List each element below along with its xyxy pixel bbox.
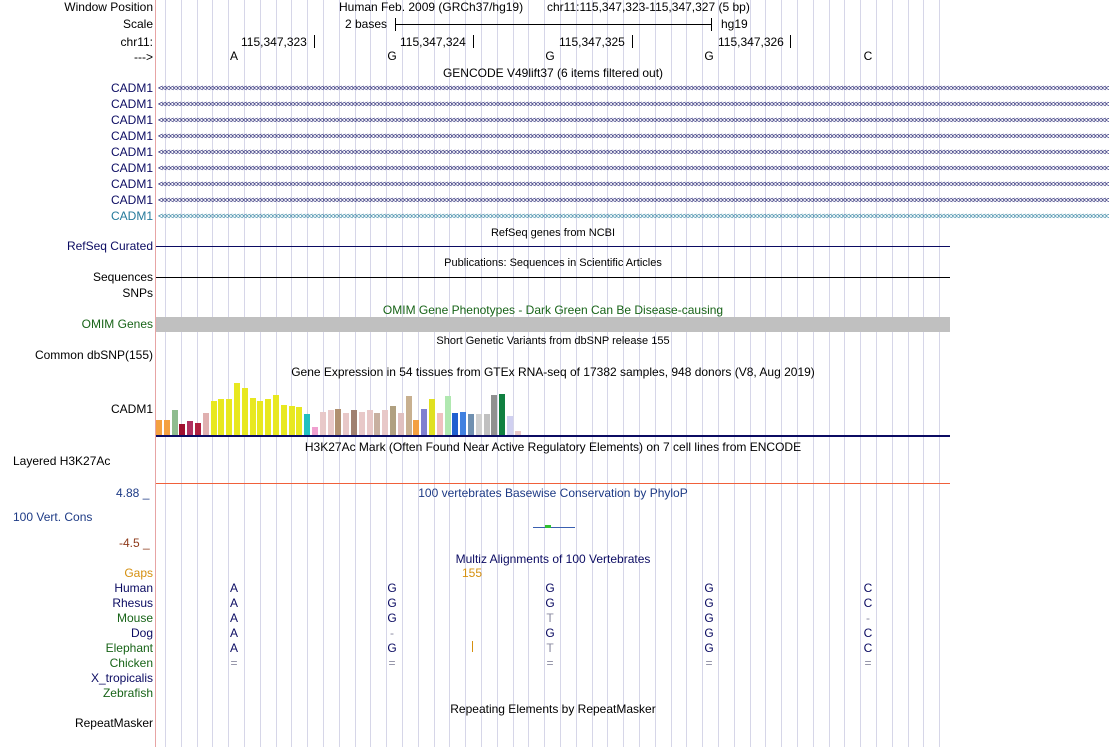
gtex-tissue-bar[interactable] — [343, 413, 349, 435]
gtex-tissue-bar[interactable] — [195, 423, 201, 435]
multiz-base: = — [388, 656, 396, 670]
gencode-gene-label[interactable]: CADM1 — [110, 161, 153, 175]
gtex-tissue-bar[interactable] — [218, 399, 224, 435]
gencode-transcript[interactable]: <<<<<<<<<<<<<<<<<<<<<<<<<<<<<<<<<<<<<<<<<<<<<<<<<<<<<<<<<<<<<<<<<<<<<<<<<<<<<<<<<<<<<<<<<<<<<<<<<<<<<<<<<<<<<<<<<<<<<<<<<<<<<<<<<<<<<<<<<<<<<<<<<<<<<<<<<<<<<<<<<<<<<<<<<<<<<<<<<<<<<<<<<<<<<<<<<<<<<<<<<<<<<<<<<<<<<<<<<<<<<<<<<<<<<<<<<<<<<<<<<<<<<<<<<<<<<<<<<<<< — [158, 163, 1109, 173]
dbsnp-title: Short Genetic Variants from dbSNP release 155 — [436, 335, 670, 347]
gtex-tissue-bar[interactable] — [398, 413, 404, 435]
multiz-species-label[interactable]: Dog — [130, 626, 153, 640]
multiz-base: C — [863, 596, 873, 610]
multiz-base: G — [387, 596, 397, 610]
gtex-label[interactable]: CADM1 — [110, 402, 153, 416]
multiz-species-label[interactable]: Rhesus — [112, 596, 153, 610]
gtex-tissue-bar[interactable] — [156, 420, 162, 435]
multiz-base: G — [704, 581, 714, 595]
multiz-base: G — [387, 641, 397, 655]
gtex-tissue-bar[interactable] — [164, 420, 170, 435]
coord-4: 115,347,326 — [718, 35, 784, 49]
gtex-tissue-bar[interactable] — [187, 421, 193, 435]
reference-base: A — [229, 49, 238, 63]
gtex-tissue-bar[interactable] — [468, 414, 474, 435]
gencode-gene-label[interactable]: CADM1 — [110, 81, 153, 95]
multiz-base: G — [545, 626, 555, 640]
gtex-tissue-bar[interactable] — [203, 413, 209, 435]
multiz-base: C — [863, 641, 873, 655]
cons-signal[interactable] — [533, 525, 575, 528]
gencode-title: GENCODE V49lift37 (6 items filtered out) — [442, 66, 664, 80]
gtex-bar-chart[interactable] — [156, 380, 536, 435]
coord-tick — [314, 35, 315, 48]
multiz-base: A — [229, 626, 238, 640]
gtex-baseline — [156, 435, 950, 437]
gencode-transcript[interactable]: <<<<<<<<<<<<<<<<<<<<<<<<<<<<<<<<<<<<<<<<<<<<<<<<<<<<<<<<<<<<<<<<<<<<<<<<<<<<<<<<<<<<<<<<<<<<<<<<<<<<<<<<<<<<<<<<<<<<<<<<<<<<<<<<<<<<<<<<<<<<<<<<<<<<<<<<<<<<<<<<<<<<<<<<<<<<<<<<<<<<<<<<<<<<<<<<<<<<<<<<<<<<<<<<<<<<<<<<<<<<<<<<<<<<<<<<<<<<<<<<<<<<<<<<<<<<<<<<<<<< — [158, 179, 1109, 189]
gencode-transcript[interactable]: <<<<<<<<<<<<<<<<<<<<<<<<<<<<<<<<<<<<<<<<<<<<<<<<<<<<<<<<<<<<<<<<<<<<<<<<<<<<<<<<<<<<<<<<<<<<<<<<<<<<<<<<<<<<<<<<<<<<<<<<<<<<<<<<<<<<<<<<<<<<<<<<<<<<<<<<<<<<<<<<<<<<<<<<<<<<<<<<<<<<<<<<<<<<<<<<<<<<<<<<<<<<<<<<<<<<<<<<<<<<<<<<<<<<<<<<<<<<<<<<<<<<<<<<<<<<<<<<<<<< — [158, 211, 1109, 221]
multiz-base: C — [863, 626, 873, 640]
gtex-tissue-bar[interactable] — [179, 424, 185, 435]
multiz-base: T — [546, 611, 554, 625]
h3k27ac-label[interactable]: Layered H3K27Ac — [13, 454, 111, 468]
gencode-transcript[interactable]: <<<<<<<<<<<<<<<<<<<<<<<<<<<<<<<<<<<<<<<<<<<<<<<<<<<<<<<<<<<<<<<<<<<<<<<<<<<<<<<<<<<<<<<<<<<<<<<<<<<<<<<<<<<<<<<<<<<<<<<<<<<<<<<<<<<<<<<<<<<<<<<<<<<<<<<<<<<<<<<<<<<<<<<<<<<<<<<<<<<<<<<<<<<<<<<<<<<<<<<<<<<<<<<<<<<<<<<<<<<<<<<<<<<<<<<<<<<<<<<<<<<<<<<<<<<<<<<<<<<< — [158, 115, 1109, 125]
gtex-tissue-bar[interactable] — [413, 420, 419, 435]
multiz-species-label[interactable]: Chicken — [109, 656, 153, 670]
repeatmasker-label[interactable]: RepeatMasker — [74, 716, 153, 730]
gtex-tissue-bar[interactable] — [234, 383, 240, 435]
gtex-tissue-bar[interactable] — [172, 410, 178, 435]
multiz-base: G — [545, 596, 555, 610]
publications-line[interactable] — [156, 277, 950, 278]
omim-title: OMIM Gene Phenotypes - Dark Green Can Be Disease-causing — [382, 303, 724, 317]
reference-base: G — [704, 49, 714, 63]
gtex-tissue-bar[interactable] — [257, 401, 263, 435]
cons-max-label: 4.88 _ — [116, 486, 150, 500]
coord-1: 115,347,323 — [241, 35, 307, 49]
gtex-tissue-bar[interactable] — [491, 395, 497, 435]
gtex-tissue-bar[interactable] — [250, 398, 256, 435]
scale-label: Scale — [122, 17, 153, 31]
gencode-gene-label[interactable]: CADM1 — [110, 177, 153, 191]
gtex-tissue-bar[interactable] — [273, 395, 279, 435]
gtex-title: Gene Expression in 54 tissues from GTEx RNA-seq of 17382 samples, 948 donors (V8, Aug 2019) — [291, 365, 815, 379]
window-position: chr11:115,347,323-115,347,327 (5 bp) — [547, 0, 750, 14]
multiz-base: A — [229, 581, 238, 595]
coord-tick — [473, 35, 474, 48]
multiz-species-label[interactable]: Elephant — [105, 641, 153, 655]
publications-label[interactable]: Sequences — [92, 270, 153, 284]
reference-base: G — [387, 49, 397, 63]
gencode-gene-label[interactable]: CADM1 — [110, 113, 153, 127]
coord-tick — [790, 35, 791, 48]
gtex-tissue-bar[interactable] — [445, 396, 451, 435]
multiz-base: C — [863, 581, 873, 595]
gtex-tissue-bar[interactable] — [281, 405, 287, 435]
multiz-title: Multiz Alignments of 100 Vertebrates — [455, 552, 651, 566]
gtex-tissue-bar[interactable] — [367, 410, 373, 435]
dbsnp-label[interactable]: Common dbSNP(155) — [34, 348, 153, 362]
gtex-tissue-bar[interactable] — [359, 412, 365, 435]
multiz-base: G — [704, 641, 714, 655]
multiz-base: G — [387, 611, 397, 625]
gtex-tissue-bar[interactable] — [499, 394, 505, 435]
h3k27ac-title: H3K27Ac Mark (Often Found Near Active Regulatory Elements) on 7 cell lines from ENCODE — [304, 440, 802, 454]
gencode-transcript[interactable]: <<<<<<<<<<<<<<<<<<<<<<<<<<<<<<<<<<<<<<<<<<<<<<<<<<<<<<<<<<<<<<<<<<<<<<<<<<<<<<<<<<<<<<<<<<<<<<<<<<<<<<<<<<<<<<<<<<<<<<<<<<<<<<<<<<<<<<<<<<<<<<<<<<<<<<<<<<<<<<<<<<<<<<<<<<<<<<<<<<<<<<<<<<<<<<<<<<<<<<<<<<<<<<<<<<<<<<<<<<<<<<<<<<<<<<<<<<<<<<<<<<<<<<<<<<<<<<<<<<<< — [158, 195, 1109, 205]
gtex-tissue-bar[interactable] — [296, 407, 302, 435]
multiz-base: = — [546, 656, 554, 670]
gtex-tissue-bar[interactable] — [507, 416, 513, 435]
cons-title: 100 vertebrates Basewise Conservation by PhyloP — [418, 486, 688, 500]
gencode-gene-label[interactable]: CADM1 — [110, 209, 153, 223]
gencode-transcript[interactable]: <<<<<<<<<<<<<<<<<<<<<<<<<<<<<<<<<<<<<<<<<<<<<<<<<<<<<<<<<<<<<<<<<<<<<<<<<<<<<<<<<<<<<<<<<<<<<<<<<<<<<<<<<<<<<<<<<<<<<<<<<<<<<<<<<<<<<<<<<<<<<<<<<<<<<<<<<<<<<<<<<<<<<<<<<<<<<<<<<<<<<<<<<<<<<<<<<<<<<<<<<<<<<<<<<<<<<<<<<<<<<<<<<<<<<<<<<<<<<<<<<<<<<<<<<<<<<<<<<<<< — [158, 131, 1109, 141]
gtex-tissue-bar[interactable] — [351, 410, 357, 435]
snps-label[interactable]: SNPs — [122, 286, 153, 300]
gtex-tissue-bar[interactable] — [382, 410, 388, 435]
gencode-gene-label[interactable]: CADM1 — [110, 193, 153, 207]
multiz-base: A — [229, 641, 238, 655]
window-position-label: Window Position — [64, 0, 153, 14]
multiz-species-label[interactable]: Zebrafish — [102, 686, 153, 700]
multiz-base: G — [704, 596, 714, 610]
gtex-tissue-bar[interactable] — [437, 413, 443, 435]
gtex-tissue-bar[interactable] — [335, 409, 341, 435]
gtex-tissue-bar[interactable] — [460, 412, 466, 435]
multiz-base: T — [546, 641, 554, 655]
multiz-base: = — [864, 656, 872, 670]
gtex-tissue-bar[interactable] — [211, 401, 217, 435]
publications-title: Publications: Sequences in Scientific Articles — [444, 257, 662, 269]
gaps-label[interactable]: Gaps — [124, 566, 153, 580]
db-name: hg19 — [721, 17, 748, 31]
multiz-base: = — [705, 656, 713, 670]
multiz-base: G — [704, 611, 714, 625]
gap-marker — [472, 641, 473, 652]
repeatmasker-title: Repeating Elements by RepeatMasker — [450, 702, 656, 716]
coord-2: 115,347,324 — [400, 35, 466, 49]
omim-bar[interactable] — [156, 317, 950, 332]
omim-label[interactable]: OMIM Genes — [81, 317, 153, 331]
gtex-tissue-bar[interactable] — [421, 409, 427, 435]
chrom-label: chr11: — [120, 35, 153, 49]
reference-base: C — [863, 49, 873, 63]
h3k27ac-line[interactable] — [156, 483, 950, 484]
multiz-species-label[interactable]: Human — [114, 581, 153, 595]
cons-label[interactable]: 100 Vert. Cons — [13, 510, 93, 524]
gtex-tissue-bar[interactable] — [390, 406, 396, 435]
coord-3: 115,347,325 — [559, 35, 625, 49]
gencode-gene-label[interactable]: CADM1 — [110, 145, 153, 159]
gtex-tissue-bar[interactable] — [242, 388, 248, 435]
gtex-tissue-bar[interactable] — [476, 414, 482, 435]
multiz-base: - — [866, 611, 870, 625]
assembly-name: Human Feb. 2009 (GRCh37/hg19) — [339, 0, 524, 14]
multiz-base: G — [387, 581, 397, 595]
gtex-tissue-bar[interactable] — [484, 414, 490, 435]
reference-base: G — [545, 49, 555, 63]
gtex-tissue-bar[interactable] — [406, 396, 412, 435]
gtex-tissue-bar[interactable] — [304, 414, 310, 435]
coord-tick — [632, 35, 633, 48]
refseq-title: RefSeq genes from NCBI — [490, 227, 616, 239]
multiz-base: = — [230, 656, 238, 670]
gencode-transcript[interactable]: <<<<<<<<<<<<<<<<<<<<<<<<<<<<<<<<<<<<<<<<<<<<<<<<<<<<<<<<<<<<<<<<<<<<<<<<<<<<<<<<<<<<<<<<<<<<<<<<<<<<<<<<<<<<<<<<<<<<<<<<<<<<<<<<<<<<<<<<<<<<<<<<<<<<<<<<<<<<<<<<<<<<<<<<<<<<<<<<<<<<<<<<<<<<<<<<<<<<<<<<<<<<<<<<<<<<<<<<<<<<<<<<<<<<<<<<<<<<<<<<<<<<<<<<<<<<<<<<<<<< — [158, 147, 1109, 157]
multiz-base: G — [704, 626, 714, 640]
gtex-tissue-bar[interactable] — [265, 399, 271, 435]
gencode-transcript[interactable]: <<<<<<<<<<<<<<<<<<<<<<<<<<<<<<<<<<<<<<<<<<<<<<<<<<<<<<<<<<<<<<<<<<<<<<<<<<<<<<<<<<<<<<<<<<<<<<<<<<<<<<<<<<<<<<<<<<<<<<<<<<<<<<<<<<<<<<<<<<<<<<<<<<<<<<<<<<<<<<<<<<<<<<<<<<<<<<<<<<<<<<<<<<<<<<<<<<<<<<<<<<<<<<<<<<<<<<<<<<<<<<<<<<<<<<<<<<<<<<<<<<<<<<<<<<<<<<<<<<<< — [158, 83, 1109, 93]
refseq-label[interactable]: RefSeq Curated — [66, 239, 153, 253]
multiz-base: G — [545, 581, 555, 595]
refseq-line[interactable] — [156, 246, 950, 247]
gencode-gene-label[interactable]: CADM1 — [110, 97, 153, 111]
multiz-base: A — [229, 611, 238, 625]
multiz-base: A — [229, 596, 238, 610]
gtex-tissue-bar[interactable] — [429, 399, 435, 435]
cons-min-label: -4.5 _ — [119, 536, 150, 550]
gencode-gene-label[interactable]: CADM1 — [110, 129, 153, 143]
gtex-tissue-bar[interactable] — [320, 412, 326, 435]
gtex-tissue-bar[interactable] — [374, 413, 380, 435]
multiz-species-label[interactable]: X_tropicalis — [90, 671, 153, 685]
strand-label: ---> — [134, 50, 153, 64]
gtex-tissue-bar[interactable] — [289, 406, 295, 435]
gap-count: 155 — [462, 566, 483, 580]
scale-bar — [395, 17, 712, 32]
multiz-base: - — [390, 626, 394, 640]
gtex-tissue-bar[interactable] — [452, 413, 458, 435]
gtex-tissue-bar[interactable] — [328, 410, 334, 435]
gencode-transcript[interactable]: <<<<<<<<<<<<<<<<<<<<<<<<<<<<<<<<<<<<<<<<<<<<<<<<<<<<<<<<<<<<<<<<<<<<<<<<<<<<<<<<<<<<<<<<<<<<<<<<<<<<<<<<<<<<<<<<<<<<<<<<<<<<<<<<<<<<<<<<<<<<<<<<<<<<<<<<<<<<<<<<<<<<<<<<<<<<<<<<<<<<<<<<<<<<<<<<<<<<<<<<<<<<<<<<<<<<<<<<<<<<<<<<<<<<<<<<<<<<<<<<<<<<<<<<<<<<<<<<<<<< — [158, 99, 1109, 109]
gtex-tissue-bar[interactable] — [226, 399, 232, 435]
multiz-species-label[interactable]: Mouse — [116, 611, 153, 625]
gtex-tissue-bar[interactable] — [312, 427, 318, 435]
scale-text: 2 bases — [345, 17, 388, 31]
